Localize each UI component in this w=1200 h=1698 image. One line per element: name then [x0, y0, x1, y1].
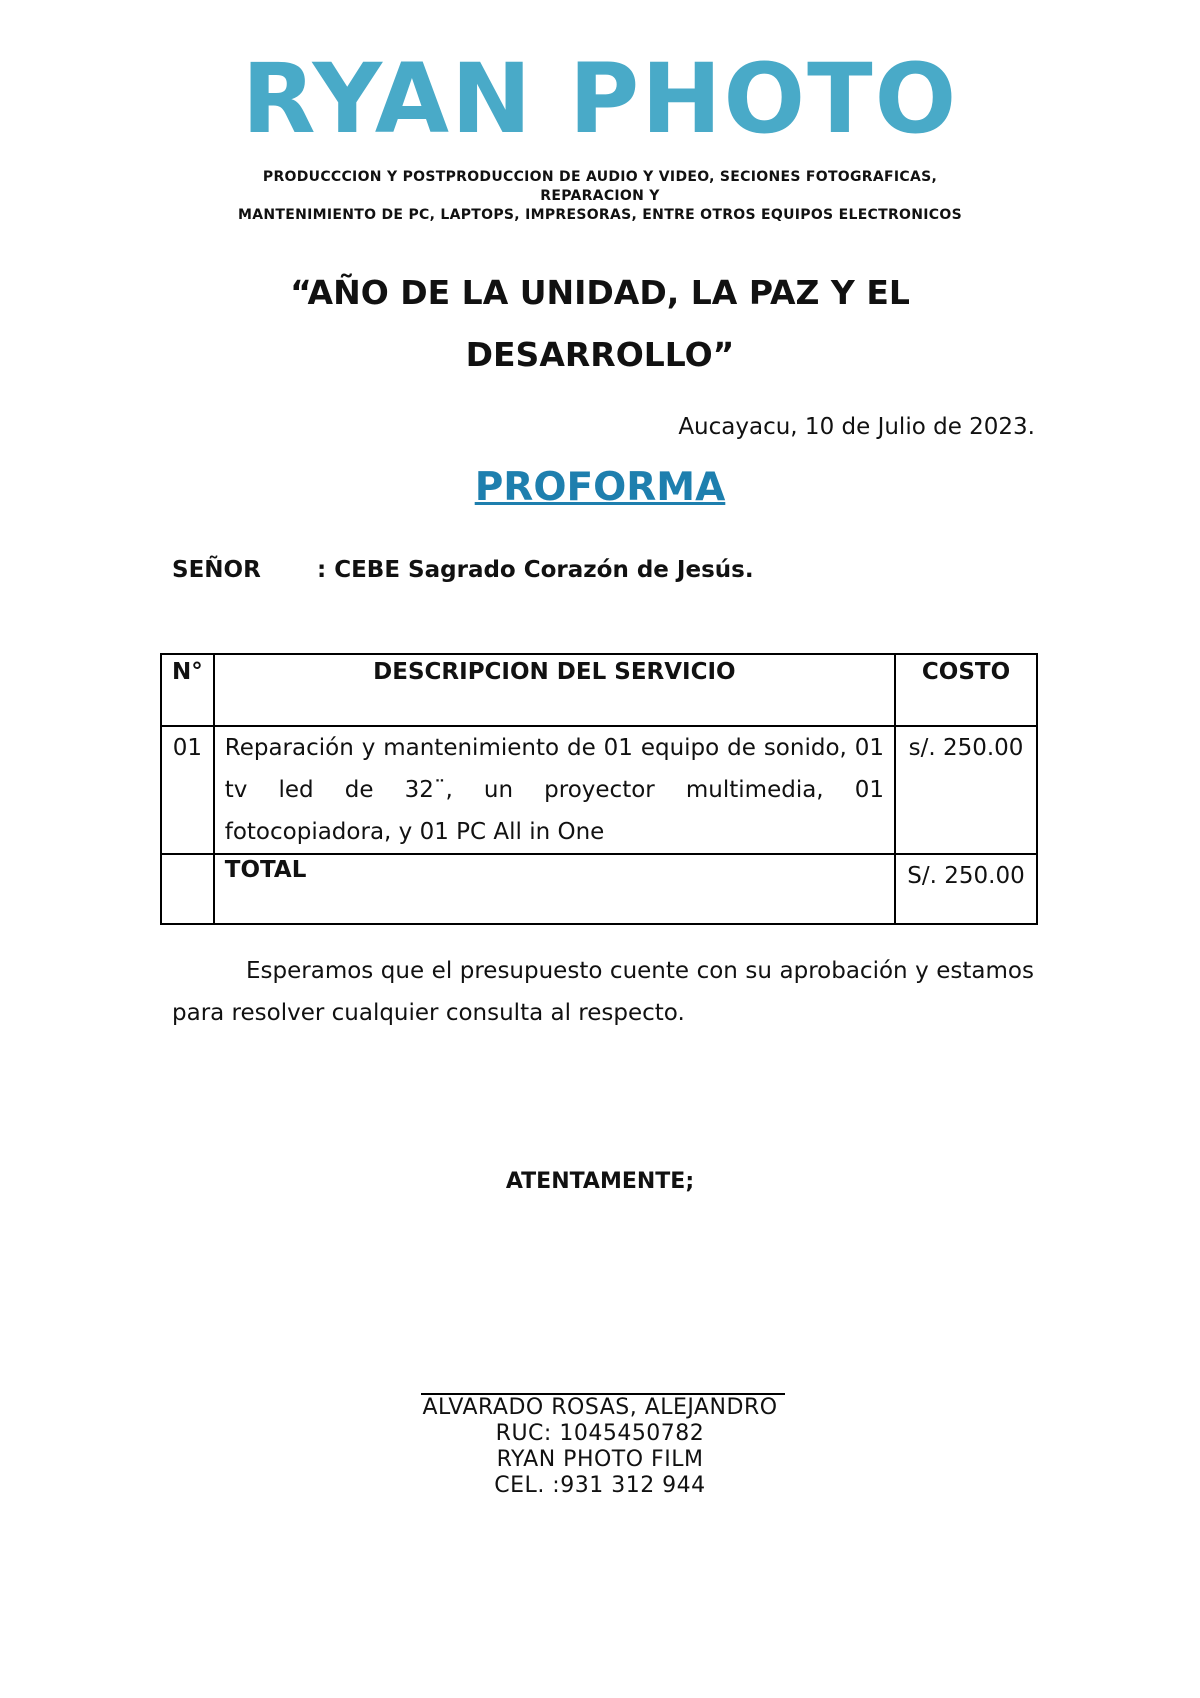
header-cost: COSTO: [895, 654, 1037, 726]
row-description: Reparación y mantenimiento de 01 equipo de sonido, 01 tv led de 32¨, un proyector multimedia, 01 fotocopiadora, y 01 PC All in One: [214, 726, 895, 854]
row-cost: s/. 250.00: [895, 726, 1037, 854]
signer-phone: CEL. :931 312 944: [494, 1473, 706, 1498]
recipient-line: [172, 554, 754, 586]
tagline-line: MANTENIMIENTO DE PC, LAPTOPS, IMPRESORAS, ENTRE OTROS EQUIPOS ELECTRONICOS: [238, 207, 962, 223]
signer-ruc: RUC: 1045450782: [495, 1421, 705, 1446]
signer-name: ALVARADO ROSAS, ALEJANDRO: [422, 1395, 778, 1420]
total-cost: S/. 250.00: [895, 854, 1037, 924]
table-total-row: [161, 854, 1037, 924]
document-title: PROFORMA: [474, 465, 726, 510]
company-tagline: [150, 168, 1050, 225]
header-number: N°: [161, 654, 214, 726]
header-description: DESCRIPCION DEL SERVICIO: [214, 654, 895, 726]
total-empty-cell: [161, 854, 214, 924]
document-date: Aucayacu, 10 de Julio de 2023.: [678, 414, 1035, 440]
tagline-line: PRODUCCCION Y POSTPRODUCCION DE AUDIO Y VIDEO, SECIONES FOTOGRAFICAS,: [262, 169, 938, 185]
row-number: 01: [161, 726, 214, 854]
recipient-value: : CEBE Sagrado Corazón de Jesús.: [317, 557, 754, 583]
year-motto-line-2: DESARROLLO”: [465, 335, 735, 374]
table-row: [161, 726, 1037, 854]
signature-block: [0, 1395, 1200, 1499]
year-motto: [210, 262, 990, 386]
farewell: ATENTAMENTE;: [505, 1169, 695, 1194]
recipient-label: SEÑOR: [172, 557, 261, 583]
tagline-line: REPARACION Y: [540, 188, 660, 204]
brand-title: RYAN PHOTO: [241, 43, 959, 155]
services-table: [160, 653, 1038, 925]
table-header-row: [161, 654, 1037, 726]
signer-company: RYAN PHOTO FILM: [496, 1447, 704, 1472]
year-motto-line-1: “AÑO DE LA UNIDAD, LA PAZ Y EL: [290, 273, 910, 312]
total-label: TOTAL: [214, 854, 895, 924]
closing-paragraph: Esperamos que el presupuesto cuente con su aprobación y estamos para resolver cualquier consulta al respecto.: [172, 958, 1034, 1026]
